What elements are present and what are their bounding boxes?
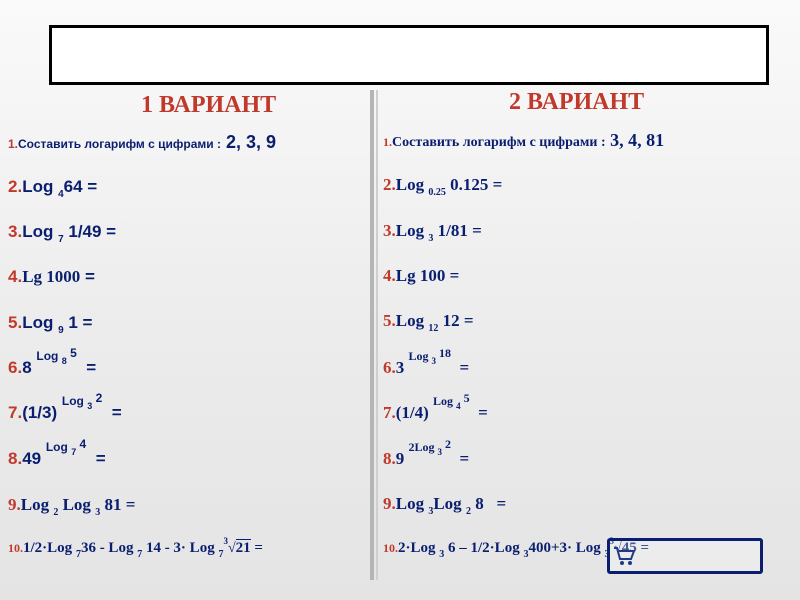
v2-item-6-num: 6. bbox=[383, 358, 396, 377]
v1-item-10-arg2: 14 - 3· Log bbox=[142, 540, 215, 556]
v1-item-3 bbox=[8, 222, 117, 245]
v2-item-1-text: Составить логарифм с цифрами : bbox=[392, 135, 606, 150]
v1-item-5-eq: = bbox=[77, 313, 93, 332]
v2-item-8-num: 8. bbox=[383, 449, 396, 468]
v2-item-9-sub2: 2 bbox=[465, 506, 471, 517]
v2-item-10-eq: = bbox=[636, 540, 650, 556]
v2-item-6-eq: = bbox=[459, 358, 470, 377]
v2-item-2-base: Log bbox=[395, 175, 425, 194]
v2-item-5-base: Log bbox=[395, 311, 425, 330]
root-icon: √ bbox=[614, 541, 622, 556]
v2-item-1-num: 1. bbox=[383, 135, 392, 149]
v2-item-3-eq: = bbox=[472, 221, 482, 240]
v2-item-8-eq: = bbox=[459, 449, 470, 468]
v2-item-5 bbox=[383, 311, 474, 334]
v1-item-7-eq: = bbox=[111, 403, 122, 422]
v1-item-2 bbox=[8, 177, 98, 200]
v1-item-5 bbox=[8, 313, 93, 336]
v1-item-8-exp: Log bbox=[45, 440, 68, 454]
v1-item-10-pre: 1/2·Log bbox=[23, 540, 73, 556]
v2-item-2 bbox=[383, 175, 503, 198]
v1-item-10-sub2: 7 bbox=[137, 549, 143, 560]
v2-item-9-eq: = bbox=[492, 494, 507, 513]
v1-item-9-sub2: 3 bbox=[95, 507, 101, 518]
v2-item-4 bbox=[383, 266, 459, 286]
v2-item-6-exp-sub: 3 bbox=[431, 356, 437, 366]
v2-item-8-exp-arg: 2 bbox=[445, 437, 452, 451]
variant2-heading: 2 ВАРИАНТ bbox=[509, 89, 645, 115]
v2-item-10-sub2: 3 bbox=[523, 549, 529, 560]
v1-item-4-num: 4. bbox=[8, 267, 23, 286]
v1-item-4-base: Lg 1000 bbox=[22, 267, 81, 286]
v1-item-3-base: Log bbox=[22, 222, 54, 241]
v2-item-5-eq: = bbox=[459, 311, 474, 330]
v2-item-7-exp-arg: 5 bbox=[463, 391, 470, 405]
v1-item-10-root-index: 3 bbox=[223, 536, 228, 546]
v2-item-2-num: 2. bbox=[383, 175, 396, 194]
v2-item-7 bbox=[383, 391, 488, 423]
v1-item-10-eq: = bbox=[250, 540, 263, 556]
v1-item-7 bbox=[8, 391, 122, 423]
v1-item-9-sub: 2 bbox=[53, 507, 59, 518]
v2-item-2-sub: 0.25 bbox=[428, 187, 446, 198]
v1-item-4 bbox=[8, 267, 95, 287]
v1-item-9-mid: Log bbox=[58, 495, 91, 514]
v1-item-6-base: 8 bbox=[22, 358, 32, 377]
column-divider bbox=[370, 90, 374, 580]
v1-item-10-sub3: 7 bbox=[218, 549, 224, 560]
v1-item-1-text: Составить логарифм с цифрами : bbox=[18, 137, 221, 151]
v2-item-3 bbox=[383, 221, 482, 244]
v1-item-10-sub: 7 bbox=[75, 549, 81, 560]
v2-item-8-base: 9 bbox=[395, 449, 405, 468]
v1-item-8-num: 8. bbox=[8, 449, 23, 468]
v1-item-3-arg: 1/49 bbox=[63, 222, 102, 241]
v2-item-9-sub: 3 bbox=[428, 506, 434, 517]
v2-item-10-pre: 2·Log bbox=[398, 540, 436, 556]
root-icon: √ bbox=[227, 541, 236, 556]
v2-item-3-num: 3. bbox=[383, 221, 396, 240]
v1-item-5-base: Log bbox=[22, 313, 54, 332]
v2-item-9-arg: 8 bbox=[470, 494, 484, 513]
v1-item-6-exp: Log bbox=[36, 349, 59, 363]
v1-item-2-base: Log bbox=[22, 177, 54, 196]
v2-item-7-num: 7. bbox=[383, 403, 396, 422]
v2-item-8-exponent bbox=[408, 437, 452, 457]
v1-item-10 bbox=[8, 536, 263, 560]
v1-item-3-eq: = bbox=[101, 222, 117, 241]
v1-item-1-num: 1. bbox=[8, 137, 19, 151]
v1-item-7-base: (1/3) bbox=[22, 403, 58, 422]
v1-item-5-num: 5. bbox=[8, 313, 23, 332]
v2-item-8-exp: 2Log bbox=[408, 440, 435, 454]
v2-item-2-arg: 0.125 bbox=[445, 175, 489, 194]
v1-item-8-exponent bbox=[45, 437, 87, 457]
v1-item-8 bbox=[8, 437, 106, 469]
v2-item-6 bbox=[383, 346, 470, 378]
v2-item-4-eq: = bbox=[449, 266, 460, 285]
v2-item-7-exp: Log bbox=[433, 394, 454, 408]
v2-item-7-eq: = bbox=[478, 403, 488, 422]
v1-item-10-num: 10. bbox=[8, 541, 23, 555]
v1-item-1-tail: 2, 3, 9 bbox=[221, 132, 277, 152]
v1-item-8-exp-sub: 7 bbox=[71, 447, 77, 457]
v2-item-5-sub: 12 bbox=[428, 323, 439, 334]
v2-item-6-exp: Log bbox=[408, 349, 429, 363]
v1-item-7-exp-sub: 3 bbox=[87, 401, 93, 411]
v1-item-9 bbox=[8, 495, 136, 518]
v2-item-10-sub3: 3 bbox=[604, 549, 610, 560]
v1-item-7-exponent bbox=[61, 391, 103, 411]
column-divider-shadow bbox=[376, 90, 378, 580]
v2-item-9-mid: Log bbox=[433, 494, 462, 513]
title-box bbox=[49, 25, 769, 85]
v1-item-9-base: Log bbox=[20, 495, 50, 514]
v2-item-7-base: (1/4) bbox=[395, 403, 429, 422]
v2-item-5-arg: 12 bbox=[438, 311, 460, 330]
v1-item-3-num: 3. bbox=[8, 222, 23, 241]
v1-item-2-sub: 4 bbox=[58, 189, 64, 200]
v1-item-4-eq: = bbox=[80, 267, 95, 286]
v1-item-7-exp-arg: 2 bbox=[95, 391, 103, 405]
v1-item-8-exp-arg: 4 bbox=[79, 437, 87, 451]
v2-item-3-base: Log bbox=[395, 221, 425, 240]
v1-item-5-sub: 9 bbox=[58, 325, 64, 336]
v1-item-8-base: 49 bbox=[22, 449, 42, 468]
v2-item-6-exp-arg: 18 bbox=[439, 346, 452, 360]
v2-item-8-exp-sub: 3 bbox=[437, 447, 443, 457]
v1-item-6-exp-sub: 8 bbox=[61, 356, 67, 366]
v1-item-5-arg: 1 bbox=[63, 313, 78, 332]
v1-item-10-root-value: 21 bbox=[235, 540, 251, 556]
v1-item-9-num: 9. bbox=[8, 495, 21, 514]
v2-item-10-root-index: 3 bbox=[609, 536, 615, 546]
v2-item-5-num: 5. bbox=[383, 311, 396, 330]
v2-item-4-base: Lg 100 bbox=[395, 266, 446, 285]
v1-item-6-exponent bbox=[36, 346, 77, 366]
v2-item-6-exponent bbox=[408, 346, 452, 366]
v2-item-10-sub: 3 bbox=[439, 549, 445, 560]
v2-item-1 bbox=[383, 130, 664, 151]
v2-item-6-base: 3 bbox=[395, 358, 405, 377]
v1-item-3-sub: 7 bbox=[58, 234, 64, 245]
v2-item-7-exp-sub: 4 bbox=[456, 401, 461, 411]
v1-item-2-arg: 64 bbox=[63, 177, 83, 196]
v2-item-10-num: 10. bbox=[383, 541, 398, 555]
v2-item-4-num: 4. bbox=[383, 266, 396, 285]
v2-item-9-num: 9. bbox=[383, 494, 396, 513]
v2-item-10-arg: 6 – 1/2·Log bbox=[444, 540, 520, 556]
v1-item-2-eq: = bbox=[82, 177, 98, 196]
v1-item-9-arg: 81 bbox=[100, 495, 122, 514]
v1-item-2-num: 2. bbox=[8, 177, 23, 196]
v1-item-6 bbox=[8, 346, 97, 378]
v2-item-1-tail: 3, 4, 81 bbox=[605, 130, 665, 150]
v2-item-3-sub: 3 bbox=[428, 233, 434, 244]
v1-item-6-num: 6. bbox=[8, 358, 23, 377]
v2-item-8 bbox=[383, 437, 470, 469]
v1-item-9-eq: = bbox=[125, 495, 136, 514]
v1-item-6-eq: = bbox=[86, 358, 97, 377]
v1-item-6-exp-arg: 5 bbox=[70, 346, 77, 360]
shopping-cart-icon bbox=[612, 544, 636, 568]
v2-item-9-base: Log bbox=[395, 494, 425, 513]
v1-item-8-eq: = bbox=[95, 449, 106, 468]
v1-item-7-num: 7. bbox=[8, 403, 23, 422]
v1-item-1 bbox=[8, 132, 276, 153]
v2-item-9 bbox=[383, 494, 507, 517]
variant1-heading: 1 ВАРИАНТ bbox=[141, 92, 277, 118]
v2-item-7-exponent bbox=[433, 391, 470, 411]
v1-item-7-exp: Log bbox=[61, 394, 84, 408]
v2-item-2-eq: = bbox=[488, 175, 503, 194]
v2-item-10-root-value: 45 bbox=[621, 540, 637, 556]
v1-item-10-arg: 36 - Log bbox=[80, 540, 134, 556]
v2-item-3-arg: 1/81 bbox=[433, 221, 468, 240]
v2-item-10-arg2: 400+3· Log bbox=[528, 540, 601, 556]
